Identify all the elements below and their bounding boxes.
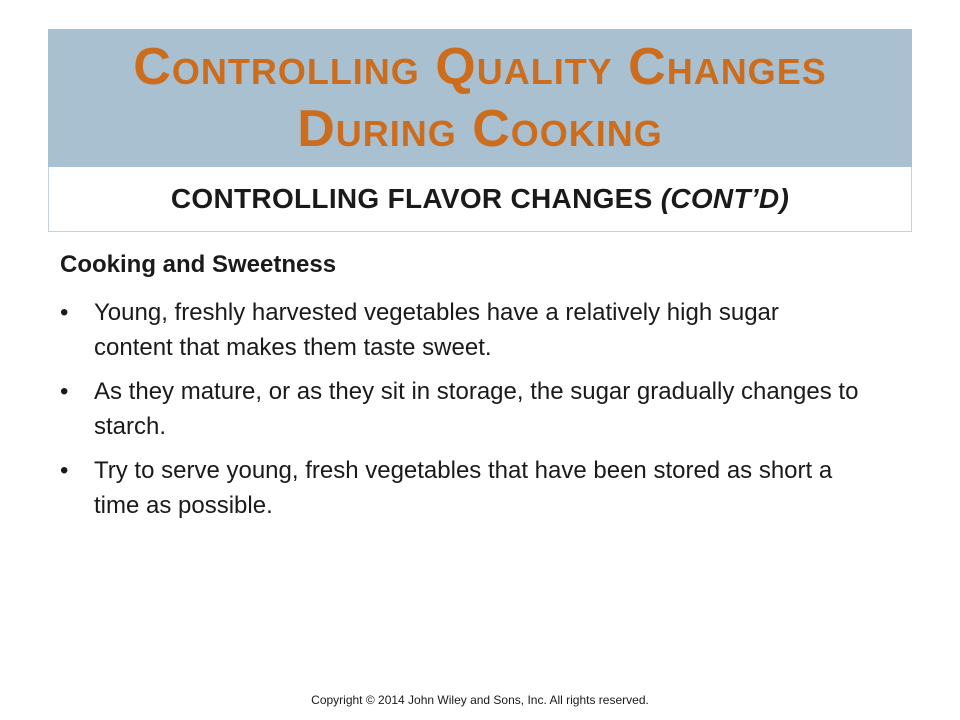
subtitle-main: CONTROLLING FLAVOR CHANGES	[170, 183, 661, 214]
slide-subtitle	[171, 183, 789, 215]
bullet-icon: •	[60, 299, 69, 326]
subtitle-suffix: (CONT’D)	[660, 183, 790, 214]
bullet-text: As they mature, or as they sit in storage, the sugar gradually changes to starch.	[94, 378, 859, 440]
bullet-item	[60, 295, 860, 365]
bullet-icon: •	[60, 378, 69, 405]
slide-content	[60, 247, 860, 532]
copyright-footer: Copyright © 2014 John Wiley and Sons, Inc. All rights reserved.	[311, 693, 649, 707]
slide-title: Controlling Quality Changes During Cooking	[133, 38, 827, 158]
section-heading: Cooking and Sweetness	[60, 251, 337, 278]
subtitle-box	[48, 167, 912, 232]
bullet-list	[60, 295, 860, 523]
bullet-text: Try to serve young, fresh vegetables that have been stored as short a time as possible.	[94, 457, 833, 519]
bullet-text: Young, freshly harvested vegetables have a relatively high sugar content that makes them taste sweet.	[94, 299, 779, 361]
bullet-icon: •	[60, 457, 69, 484]
bullet-item	[60, 374, 860, 444]
bullet-item	[60, 453, 860, 523]
